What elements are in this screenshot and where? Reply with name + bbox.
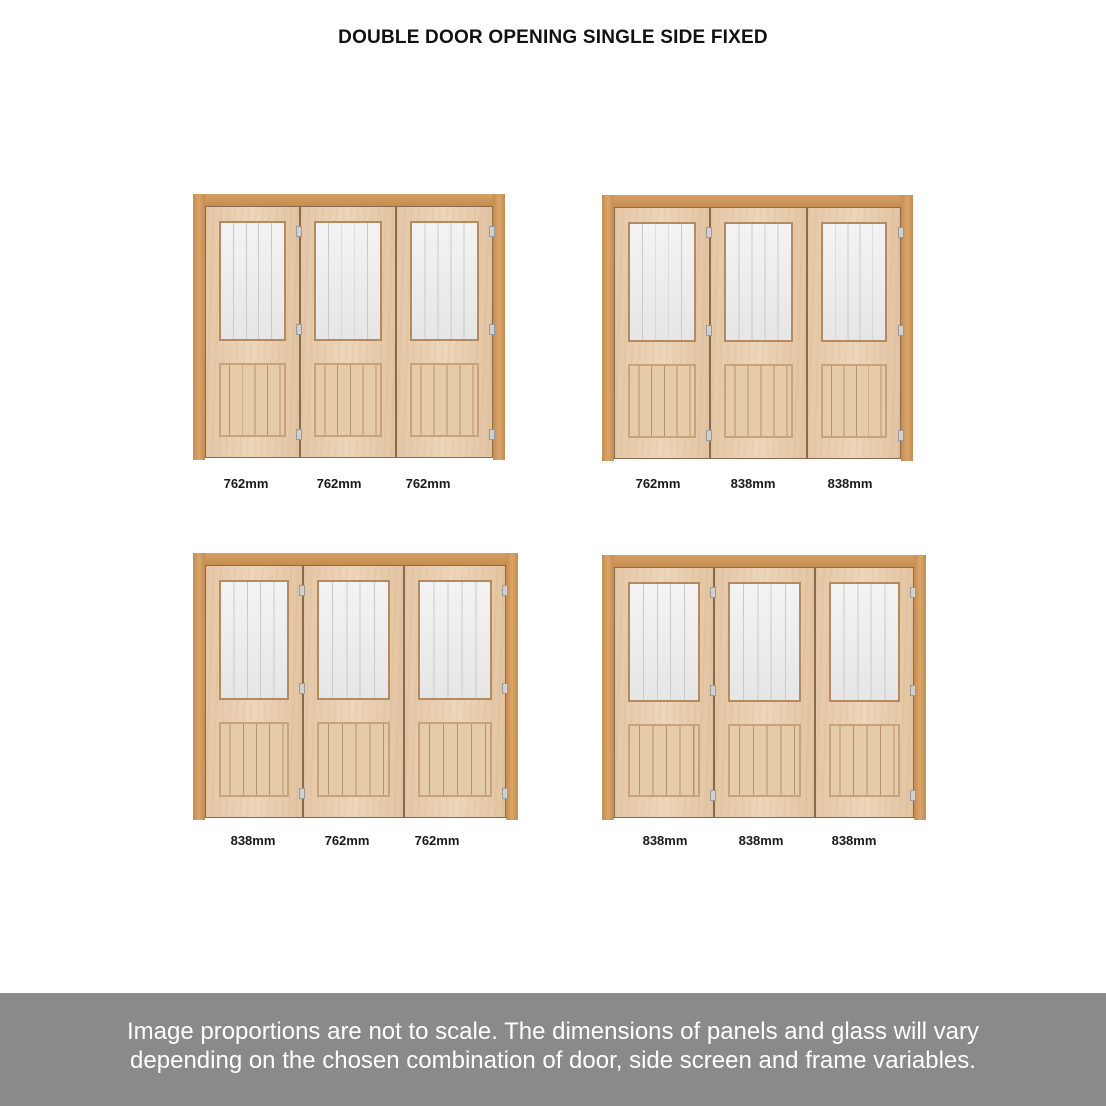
dimension-label: 762mm — [223, 476, 269, 491]
door-leaf — [205, 565, 303, 818]
timber-panel — [628, 724, 700, 797]
hinge-icon — [489, 429, 495, 440]
glass-pane — [317, 580, 390, 700]
dimension-label: 838mm — [738, 833, 784, 848]
frame-head — [193, 553, 518, 565]
hinge-icon — [502, 683, 508, 694]
disclaimer-banner — [0, 993, 1106, 1106]
frame-jamb-left — [602, 555, 614, 820]
dimension-label: 838mm — [827, 476, 873, 491]
disclaimer-line-1: Image proportions are not to scale. The dimensions of panels and glass will vary — [126, 1018, 979, 1045]
page-title: DOUBLE DOOR OPENING SINGLE SIDE FIXED — [338, 27, 768, 48]
hinge-icon — [898, 227, 904, 238]
door-leaf — [300, 206, 396, 458]
timber-panel — [821, 364, 887, 438]
timber-panel — [829, 724, 900, 797]
glass-pane — [628, 582, 700, 702]
frame-head — [193, 194, 505, 206]
door-leaf — [303, 565, 404, 818]
hinge-icon — [296, 324, 302, 335]
dimension-label: 762mm — [316, 476, 362, 491]
door-leaf — [404, 565, 506, 818]
hinge-icon — [910, 790, 916, 801]
hinge-icon — [910, 587, 916, 598]
disclaimer-text — [0, 1017, 1106, 1075]
hinge-icon — [299, 683, 305, 694]
frame-head — [602, 195, 913, 207]
door-leaf — [614, 207, 710, 459]
timber-panel — [728, 724, 801, 797]
glass-pane — [728, 582, 801, 702]
hinge-icon — [299, 585, 305, 596]
door-set-3 — [193, 553, 518, 820]
dimension-label: 838mm — [730, 476, 776, 491]
door-set-1 — [193, 194, 505, 460]
timber-panel — [628, 364, 696, 438]
hinge-icon — [502, 788, 508, 799]
hinge-icon — [489, 226, 495, 237]
door-leaf — [396, 206, 493, 458]
glass-pane — [628, 222, 696, 342]
timber-panel — [219, 363, 286, 437]
dimension-label: 762mm — [405, 476, 451, 491]
door-leaf — [815, 567, 914, 818]
glass-pane — [829, 582, 900, 702]
dimension-label: 838mm — [831, 833, 877, 848]
frame-head — [602, 555, 926, 567]
glass-pane — [724, 222, 793, 342]
dimension-label: 762mm — [635, 476, 681, 491]
hinge-icon — [296, 226, 302, 237]
door-leaf — [614, 567, 714, 818]
timber-panel — [317, 722, 390, 797]
hinge-icon — [898, 325, 904, 336]
frame-jamb-left — [193, 194, 205, 460]
timber-panel — [410, 363, 479, 437]
frame-jamb-left — [193, 553, 205, 820]
hinge-icon — [898, 430, 904, 441]
timber-panel — [724, 364, 793, 438]
door-set-2 — [602, 195, 913, 461]
glass-pane — [219, 580, 289, 700]
glass-pane — [418, 580, 492, 700]
timber-panel — [314, 363, 382, 437]
hinge-icon — [706, 325, 712, 336]
disclaimer-line-2: depending on the chosen combination of door, side screen and frame variables. — [130, 1047, 976, 1074]
timber-panel — [418, 722, 492, 797]
hinge-icon — [706, 430, 712, 441]
hinge-icon — [296, 429, 302, 440]
hinge-icon — [706, 227, 712, 238]
door-leaf — [205, 206, 300, 458]
hinge-icon — [710, 587, 716, 598]
hinge-icon — [489, 324, 495, 335]
dimension-label: 762mm — [324, 833, 370, 848]
hinge-icon — [710, 685, 716, 696]
door-leaf — [710, 207, 807, 459]
glass-pane — [219, 221, 286, 341]
dimension-label: 762mm — [414, 833, 460, 848]
frame-jamb-left — [602, 195, 614, 461]
hinge-icon — [299, 788, 305, 799]
glass-pane — [410, 221, 479, 341]
glass-pane — [314, 221, 382, 341]
glass-pane — [821, 222, 887, 342]
hinge-icon — [502, 585, 508, 596]
dimension-label: 838mm — [642, 833, 688, 848]
hinge-icon — [710, 790, 716, 801]
timber-panel — [219, 722, 289, 797]
door-leaf — [807, 207, 901, 459]
door-set-4 — [602, 555, 926, 820]
door-leaf — [714, 567, 815, 818]
hinge-icon — [910, 685, 916, 696]
dimension-label: 838mm — [230, 833, 276, 848]
